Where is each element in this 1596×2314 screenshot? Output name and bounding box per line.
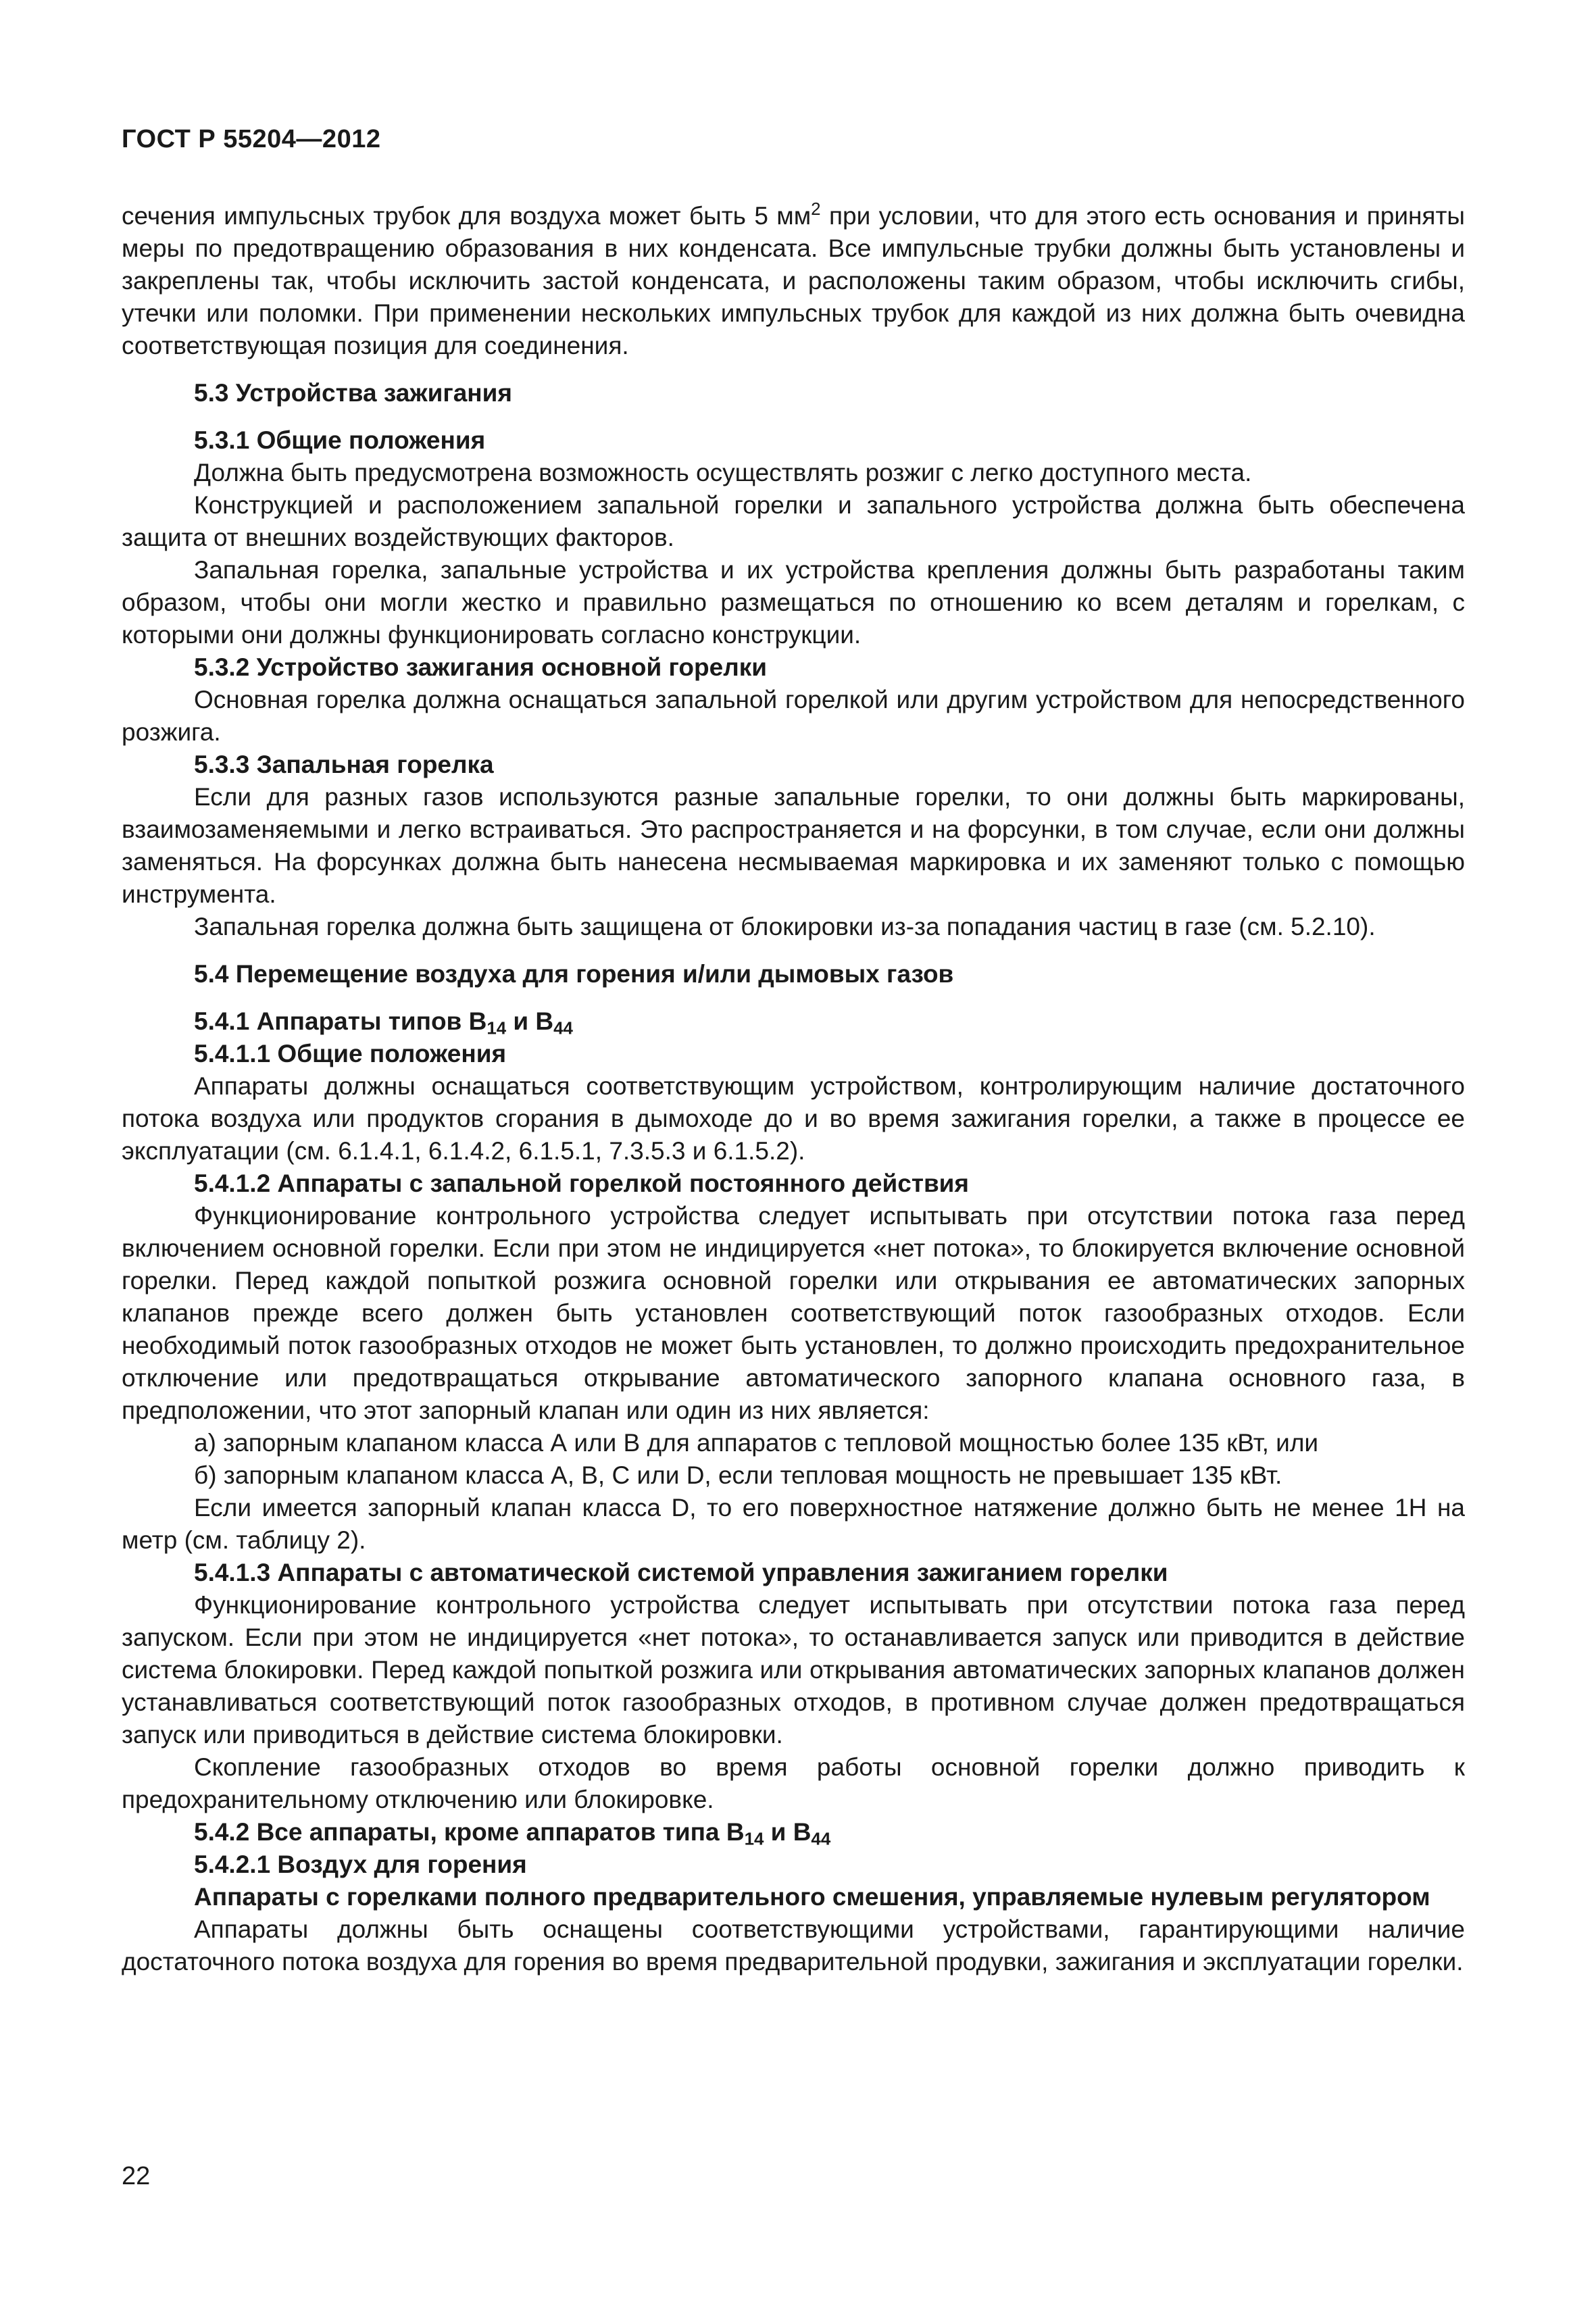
paragraph: Основная горелка должна оснащаться запальной горелкой или другим устройством для непосредственного розжига. <box>122 686 1465 746</box>
heading-text: 5.4.2 Все аппараты, кроме аппаратов типа B <box>194 1818 745 1846</box>
section-5-3-1-heading: 5.3.1 Общие положения <box>194 426 486 454</box>
subscript: 44 <box>553 1019 573 1038</box>
paragraph: Скопление газообразных отходов во время работы основной горелки должно приводить к предохранительному отключению или блокировке. <box>122 1753 1465 1813</box>
subscript: 14 <box>744 1830 764 1849</box>
paragraph: Запальная горелка, запальные устройства и их устройства крепления должны быть разработаны таким образом, чтобы они могли жестко и правильно размещаться по отношению ко всем деталям и горелкам, с которыми они должны функционировать согласно конструкции. <box>122 556 1465 649</box>
section-5-4-2-heading <box>122 1816 1465 1848</box>
subsection-heading: Аппараты с горелками полного предварительного смешения, управляемые нулевым регулятором <box>194 1883 1430 1911</box>
heading-text: и B <box>764 1818 812 1846</box>
heading-text: и B <box>506 1007 554 1035</box>
page-number: 22 <box>122 2162 151 2190</box>
section-5-4-heading: 5.4 Перемещение воздуха для горения и/или дымовых газов <box>194 960 954 988</box>
heading-text: 5.4.1 Аппараты типов B <box>194 1007 487 1035</box>
section-5-4-2-1-heading: 5.4.2.1 Воздух для горения <box>194 1851 527 1878</box>
section-5-3-3-heading: 5.3.3 Запальная горелка <box>194 751 494 778</box>
paragraph: Если для разных газов используются разные запальные горелки, то они должны быть маркированы, взаимозаменяемыми и легко встраиваться. Это распространяется и на форсунки, в том случае, если они должны заменяться. На форсунках должна быть нанесена несмываемая маркировка и их заменяют только с помощью инструмента. <box>122 783 1465 908</box>
paragraph: Конструкцией и расположением запальной горелки и запального устройства должна быть обеспечена защита от внешних воздействующих факторов. <box>122 491 1465 551</box>
document-header: ГОСТ Р 55204—2012 <box>122 125 381 153</box>
intro-text-a: сечения импульсных трубок для воздуха может быть 5 мм <box>122 202 812 230</box>
subscript: 14 <box>487 1019 507 1038</box>
section-5-3-2-heading: 5.3.2 Устройство зажигания основной горелки <box>194 653 767 681</box>
section-5-4-1-heading <box>122 1005 1465 1038</box>
intro-paragraph <box>122 200 1465 362</box>
paragraph: Функционирование контрольного устройства следует испытывать при отсутствии потока газа перед запуском. Если при этом не индицируется «нет потока», то останавливается запуск или приводится в действие система блокировки. Перед каждой попыткой розжига или открывания автоматических запорных клапанов должен устанавливаться соответствующий поток газообразных отходов, в противном случае должен предотвращаться запуск или приводиться в действие система блокировки. <box>122 1591 1465 1749</box>
intro-text-b: при условии, что для этого есть основания и приняты меры по предотвращению образования в них конденсата. Все импульсные трубки должны быть установлены и закреплены так, чтобы исключить застой конденсата, и расположены таким образом, чтобы исключить сгибы, утечки или поломки. При применении нескольких импульсных трубок для каждой из них должна быть очевидна соответствующая позиция для соединения. <box>122 202 1465 359</box>
paragraph: Аппараты должны оснащаться соответствующим устройством, контролирующим наличие достаточного потока воздуха или продуктов сгорания в дымоходе до и во время зажигания горелки, а также в процессе ее эксплуатации (см. 6.1.4.1, 6.1.4.2, 6.1.5.1, 7.3.5.3 и 6.1.5.2). <box>122 1072 1465 1165</box>
paragraph: Должна быть предусмотрена возможность осуществлять розжиг с легко доступного места. <box>194 459 1252 486</box>
section-5-4-1-1-heading: 5.4.1.1 Общие положения <box>194 1040 507 1067</box>
section-5-4-1-2-heading: 5.4.1.2 Аппараты с запальной горелкой постоянного действия <box>194 1169 970 1197</box>
paragraph: Аппараты должны быть оснащены соответствующими устройствами, гарантирующими наличие достаточного потока воздуха для горения во время предварительной продувки, зажигания и эксплуатации горелки. <box>122 1915 1465 1976</box>
section-5-3-heading: 5.3 Устройства зажигания <box>194 379 512 407</box>
list-item-b: б) запорным клапаном класса А, В, С или D, если тепловая мощность не превышает 135 кВт. <box>194 1461 1282 1489</box>
paragraph: Если имеется запорный клапан класса D, то его поверхностное натяжение должно быть не менее 1Н на метр (см. таблицу 2). <box>122 1494 1465 1554</box>
subscript: 44 <box>811 1830 831 1849</box>
list-item-a: а) запорным клапаном класса А или В для аппаратов с тепловой мощностью более 135 кВт, или <box>194 1429 1319 1457</box>
document-body <box>122 200 1465 1978</box>
section-5-4-1-3-heading: 5.4.1.3 Аппараты с автоматической системой управления зажиганием горелки <box>194 1559 1168 1586</box>
paragraph: Запальная горелка должна быть защищена от блокировки из-за попадания частиц в газе (см. 5.2.10). <box>194 913 1376 940</box>
superscript-2: 2 <box>811 199 821 219</box>
paragraph: Функционирование контрольного устройства следует испытывать при отсутствии потока газа перед включением основной горелки. Если при этом не индицируется «нет потока», то блокируется включение основной горелки. Перед каждой попыткой розжига основной горелки или открывания ее автоматических запорных клапанов прежде всего должен быть установлен соответствующий поток газообразных отходов. Если необходимый поток газообразных отходов не может быть установлен, то должно происходить предохранительное отключение или предотвращаться открывание автоматического запорного клапана основного газа, в предположении, что этот запорный клапан или один из них является: <box>122 1202 1465 1424</box>
